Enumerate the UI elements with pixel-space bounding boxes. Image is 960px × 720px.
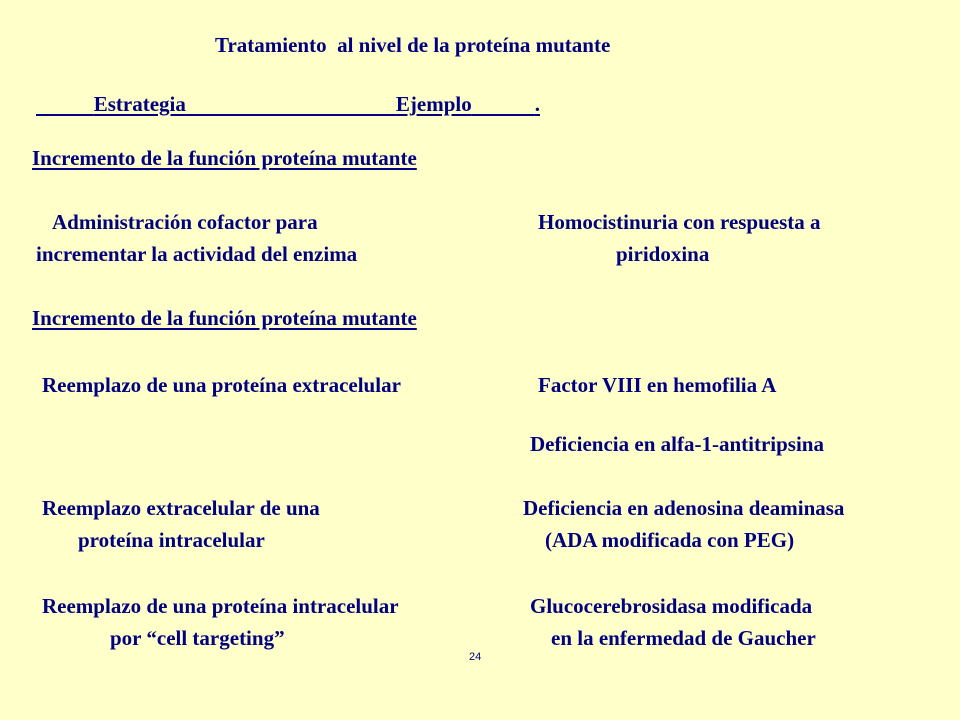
example-text: Deficiencia en alfa-1-antitripsina <box>530 432 824 456</box>
strategy-text: Reemplazo de una proteína extracelular <box>42 373 401 397</box>
section-heading-2: Incremento de la función proteína mutante <box>32 306 417 330</box>
example-text: Deficiencia en adenosina deaminasa <box>523 496 845 520</box>
slide-title: Tratamiento al nivel de la proteína mutante <box>215 33 611 57</box>
strategy-text: Administración cofactor para <box>52 210 318 234</box>
strategy-text: Reemplazo extracelular de una <box>42 496 320 520</box>
strategy-text: proteína intracelular <box>78 528 265 552</box>
column-header-example: Ejemplo <box>395 92 472 116</box>
page-number: 24 <box>469 651 482 663</box>
column-header-strategy: Estrategia <box>93 92 186 116</box>
strategy-text: por “cell targeting” <box>110 626 285 650</box>
example-text: en la enfermedad de Gaucher <box>551 626 816 650</box>
example-text: Glucocerebrosidasa modificada <box>530 594 813 618</box>
column-header-row <box>36 92 540 116</box>
example-text: Factor VIII en hemofilia A <box>538 373 777 397</box>
example-text: piridoxina <box>616 242 710 266</box>
strategy-text: Reemplazo de una proteína intracelular <box>42 594 399 618</box>
column-header-dot: . <box>534 92 540 116</box>
strategy-text: incrementar la actividad del enzima <box>36 242 358 266</box>
example-text: (ADA modificada con PEG) <box>545 528 795 552</box>
example-text: Homocistinuria con respuesta a <box>538 210 821 234</box>
section-heading-1: Incremento de la función proteína mutante <box>32 146 417 170</box>
